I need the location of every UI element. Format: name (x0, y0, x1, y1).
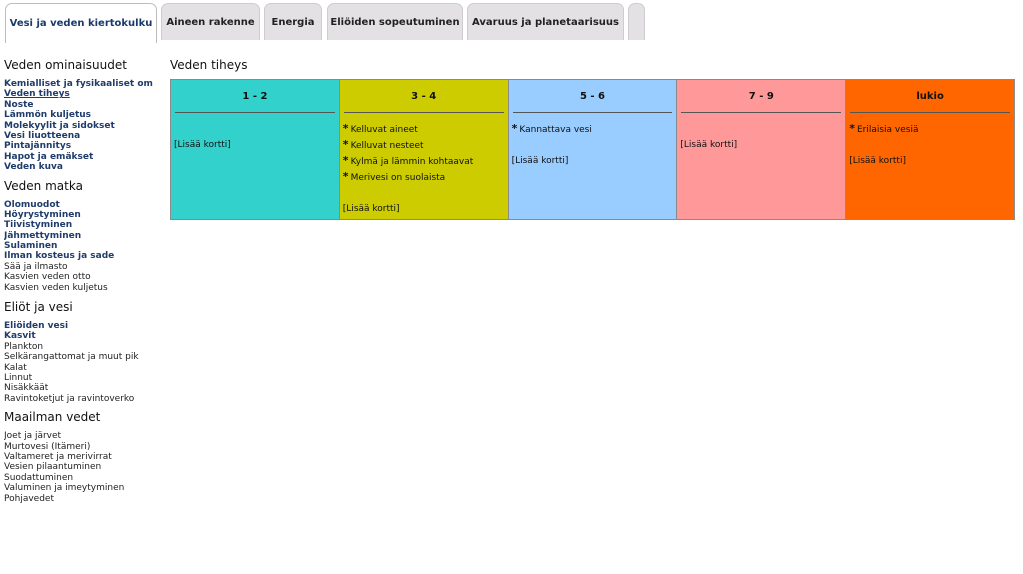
tab-vesi-ja-veden-kiertokulku[interactable]: Vesi ja veden kiertokulku (5, 3, 157, 43)
sidebar-item-valtameret[interactable]: Valtameret ja merivirrat (4, 451, 112, 462)
grade-column-3-4 (340, 80, 509, 219)
sidebar-item-kasvien-veden-otto[interactable]: Kasvien veden otto (4, 272, 91, 283)
asterisk-icon: * (511, 122, 518, 135)
sidebar-item-saa-ja-ilmasto[interactable]: Sää ja ilmasto (4, 261, 68, 272)
card-label: Kannattava vesi (519, 125, 592, 135)
card-item[interactable] (343, 137, 505, 153)
sidebar-section-title: Veden ominaisuudet (4, 58, 127, 72)
column-header: 3 - 4 (344, 80, 504, 113)
sidebar-item-vesi-liuotteena[interactable]: Vesi liuotteena (4, 130, 81, 141)
card-label: Kelluvat nesteet (350, 141, 424, 151)
grade-column-5-6 (509, 80, 678, 219)
sidebar-item-tiivistyminen[interactable]: Tiivistyminen (4, 220, 73, 231)
sidebar-section-eliot-ja-vesi (4, 299, 160, 404)
sidebar-item-linnut[interactable]: Linnut (4, 372, 33, 383)
card-item[interactable] (512, 121, 674, 137)
sidebar-item-kemialliset[interactable]: Kemialliset ja fysikaaliset om (4, 79, 153, 89)
sidebar-section-title: Maailman vedet (4, 410, 101, 425)
add-card-link[interactable]: [Lisää kortti] (511, 156, 569, 166)
add-card-link[interactable]: [Lisää kortti] (174, 140, 231, 150)
sidebar-item-elioiden-vesi[interactable]: Eliöiden vesi (4, 321, 69, 332)
card-list (171, 113, 339, 153)
sidebar-item-ilman-kosteus[interactable]: Ilman kosteus ja sade (4, 251, 115, 262)
card-item[interactable] (343, 169, 505, 185)
page-title: Veden tiheys (170, 58, 248, 72)
card-list (677, 113, 845, 153)
sidebar-item-joet-ja-jarvet[interactable]: Joet ja järvet (4, 431, 62, 442)
sidebar-item-valuminen[interactable]: Valuminen ja imeytyminen (4, 483, 125, 494)
asterisk-icon: * (342, 122, 349, 135)
sidebar-item-suodattuminen[interactable]: Suodattuminen (4, 472, 74, 483)
sidebar-item-kalat[interactable]: Kalat (4, 362, 27, 373)
sidebar-item-nisakkaat[interactable]: Nisäkkäät (4, 383, 49, 394)
sidebar-item-vesien-pilaantuminen[interactable]: Vesien pilaantuminen (4, 462, 102, 473)
sidebar-item-jahmettyminen[interactable]: Jähmettyminen (4, 230, 82, 241)
sidebar-section-title: Veden matka (4, 178, 83, 193)
asterisk-icon: * (342, 138, 349, 151)
sidebar-section-veden-matka (4, 178, 160, 294)
tab-energia[interactable]: Energia (264, 3, 322, 40)
column-header: lukio (850, 80, 1010, 113)
add-card-link[interactable]: [Lisää kortti] (342, 204, 400, 214)
sidebar-section-title: Eliöt ja vesi (4, 300, 73, 315)
sidebar-item-murtovesi[interactable]: Murtovesi (Itämeri) (4, 441, 91, 452)
sidebar-item-kasvit[interactable]: Kasvit (4, 331, 36, 342)
card-label: Kylmä ja lämmin kohtaavat (350, 157, 474, 167)
column-header: 7 - 9 (681, 80, 841, 113)
add-card-link[interactable]: [Lisää kortti] (849, 156, 906, 166)
sidebar-item-hapot-ja-emakset[interactable]: Hapot ja emäkset (4, 151, 94, 162)
asterisk-icon: * (849, 122, 855, 135)
sidebar-item-ravintoketjut[interactable]: Ravintoketjut ja ravintoverko (4, 393, 135, 404)
sidebar-item-noste[interactable]: Noste (4, 99, 34, 110)
card-label: Merivesi on suolaista (350, 173, 446, 183)
grade-column-7-9 (677, 80, 846, 219)
card-list (509, 113, 677, 169)
sidebar-item-hoyrystyminen[interactable]: Höyrystyminen (4, 209, 81, 220)
grade-column-lukio (846, 80, 1014, 219)
card-item[interactable] (343, 121, 505, 137)
card-list (846, 113, 1014, 169)
sidebar (4, 57, 160, 504)
sidebar-item-veden-kuva[interactable]: Veden kuva (4, 162, 63, 173)
tab-elioiden-sopeutuminen[interactable]: Eliöiden sopeutuminen (327, 3, 463, 40)
sidebar-item-veden-tiheys[interactable]: Veden tiheys (4, 89, 70, 100)
sidebar-section-maailman-vedet (4, 409, 160, 504)
asterisk-icon: * (342, 170, 349, 183)
card-label: Erilaisia vesiä (856, 125, 919, 135)
card-board (170, 79, 1015, 220)
sidebar-item-lammon-kuljetus[interactable]: Lämmön kuljetus (4, 110, 92, 121)
sidebar-item-molekyylit[interactable]: Molekyylit ja sidokset (4, 120, 115, 131)
column-header: 1 - 2 (175, 80, 335, 113)
sidebar-item-pohjavedet[interactable]: Pohjavedet (4, 493, 54, 504)
tab-bar (0, 0, 1023, 42)
sidebar-item-plankton[interactable]: Plankton (4, 341, 44, 352)
tab-avaruus-ja-planetaarisuus[interactable]: Avaruus ja planetaarisuus (467, 3, 624, 40)
sidebar-item-sulaminen[interactable]: Sulaminen (4, 241, 58, 252)
sidebar-item-olomuodot[interactable]: Olomuodot (4, 199, 60, 210)
sidebar-item-selkarangattomat[interactable]: Selkärangattomat ja muut pik (4, 352, 139, 363)
sidebar-section-veden-ominaisuudet (4, 57, 160, 173)
card-list (340, 113, 508, 217)
card-label: Kelluvat aineet (350, 125, 418, 135)
card-item[interactable] (849, 121, 1011, 137)
card-item[interactable] (343, 153, 505, 169)
tab-more[interactable] (628, 3, 645, 40)
asterisk-icon: * (342, 154, 349, 167)
sidebar-item-pintajannitys[interactable]: Pintajännitys (4, 141, 72, 152)
add-card-link[interactable]: [Lisää kortti] (680, 140, 738, 150)
column-header: 5 - 6 (513, 80, 673, 113)
sidebar-item-kasvien-veden-kuljetus[interactable]: Kasvien veden kuljetus (4, 282, 108, 293)
grade-column-1-2 (171, 80, 340, 219)
tab-aineen-rakenne[interactable]: Aineen rakenne (161, 3, 260, 40)
